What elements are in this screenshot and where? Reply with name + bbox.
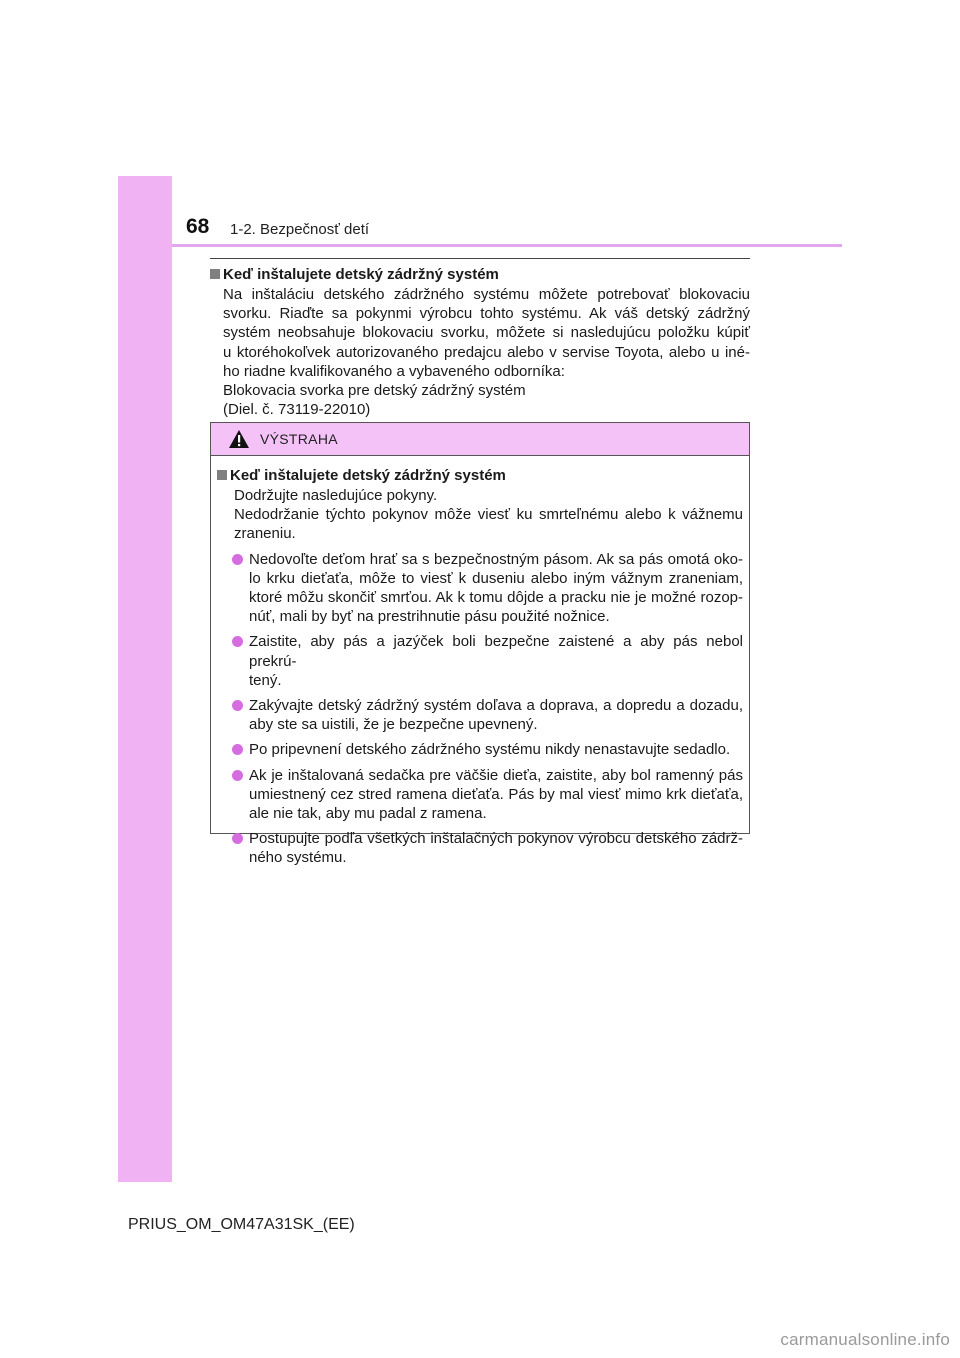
page-number: 68 [186, 215, 210, 238]
warning-box [210, 422, 750, 867]
bullet-dot-icon [232, 744, 243, 755]
watermark-link[interactable]: carmanualsonline.info [780, 1330, 950, 1349]
warning-header [211, 423, 749, 456]
list-item: Zaistite, aby pás a jazýček boli bezpečne zaistené a aby pás nebol prekrú- tený. [217, 632, 743, 690]
intro-line: svorku. Riaďte sa pokynmi výrobcu tohto systému. Ak váš detský zádržný [223, 305, 750, 323]
intro-line: systém neobsahuje blokovaciu svorku, môžete si nasledujúcu položku kúpiť [223, 324, 750, 342]
list-item: Ak je inštalovaná sedačka pre väčšie dieťa, zaistite, aby bol ramenný pás umiestnený cez stred ramena dieťaťa. Pás by mal viesť mimo krk dieťaťa, ale nie tak, aby mu padal z ramena. [217, 766, 743, 824]
bullet-dot-icon [232, 636, 243, 647]
list-item: Nedovoľte deťom hrať sa s bezpečnostným pásom. Ak sa pás omotá oko- lo krku dieťaťa, môže to viesť k duseniu alebo iným vážnym zraneniam, ktoré môžu skončiť smrťou. Ak k tomu dôjde a pracku nie je možné rozop- núť, mali by byť na prestrihnutie pásu použité nožnice. [217, 550, 743, 627]
warning-intro-line: Nedodržanie týchto pokynov môže viesť ku smrteľnému alebo k vážnemu [234, 506, 743, 524]
intro-line: Na inštaláciu detského zádržného systému môžete potrebovať blokovaciu [223, 286, 750, 303]
intro-line: Blokovacia svorka pre detský zádržný systém [223, 382, 526, 400]
intro-line: u ktoréhokoľvek autorizovaného predajcu alebo v servise Toyota, alebo u iné- [223, 343, 750, 361]
bullet-dot-icon [232, 700, 243, 711]
warning-list [217, 550, 743, 868]
list-item: Po pripevnení detského zádržného systému nikdy nenastavujte sedadlo. [217, 740, 743, 759]
warning-intro-line: zraneniu. [234, 525, 296, 543]
warning-heading: Keď inštalujete detský zádržný systém [217, 466, 743, 486]
warning-intro [217, 486, 743, 544]
content-rule [210, 258, 750, 259]
list-item: Postupujte podľa všetkých inštalačných pokynov výrobcu detského zádrž- ného systému. [217, 829, 743, 867]
warning-intro-line: Dodržujte nasledujúce pokyny. [234, 487, 438, 504]
document-code: PRIUS_OM_OM47A31SK_(EE) [128, 1216, 355, 1233]
intro-text [210, 285, 750, 419]
section-title: 1-2. Bezpečnosť detí [230, 221, 370, 238]
list-item: Zakývajte detský zádržný systém doľava a doprava, a dopredu a dozadu, aby ste sa uistili, že je bezpečne upevnený. [217, 696, 743, 734]
warning-title: VÝSTRAHA [260, 431, 338, 447]
intro-block [210, 265, 750, 419]
header-rule [172, 244, 842, 247]
intro-heading: Keď inštalujete detský zádržný systém [210, 265, 750, 285]
square-bullet-icon [217, 470, 227, 480]
intro-line: (Diel. č. 73119-22010) [223, 401, 371, 419]
warning-triangle-icon [228, 429, 250, 449]
warning-body [211, 456, 749, 868]
bullet-dot-icon [232, 833, 243, 844]
side-tab [118, 176, 172, 1182]
bullet-dot-icon [232, 770, 243, 781]
intro-line: ho riadne kvalifikovaného a vybaveného odborníka: [223, 362, 565, 380]
square-bullet-icon [210, 269, 220, 279]
bullet-dot-icon [232, 554, 243, 565]
